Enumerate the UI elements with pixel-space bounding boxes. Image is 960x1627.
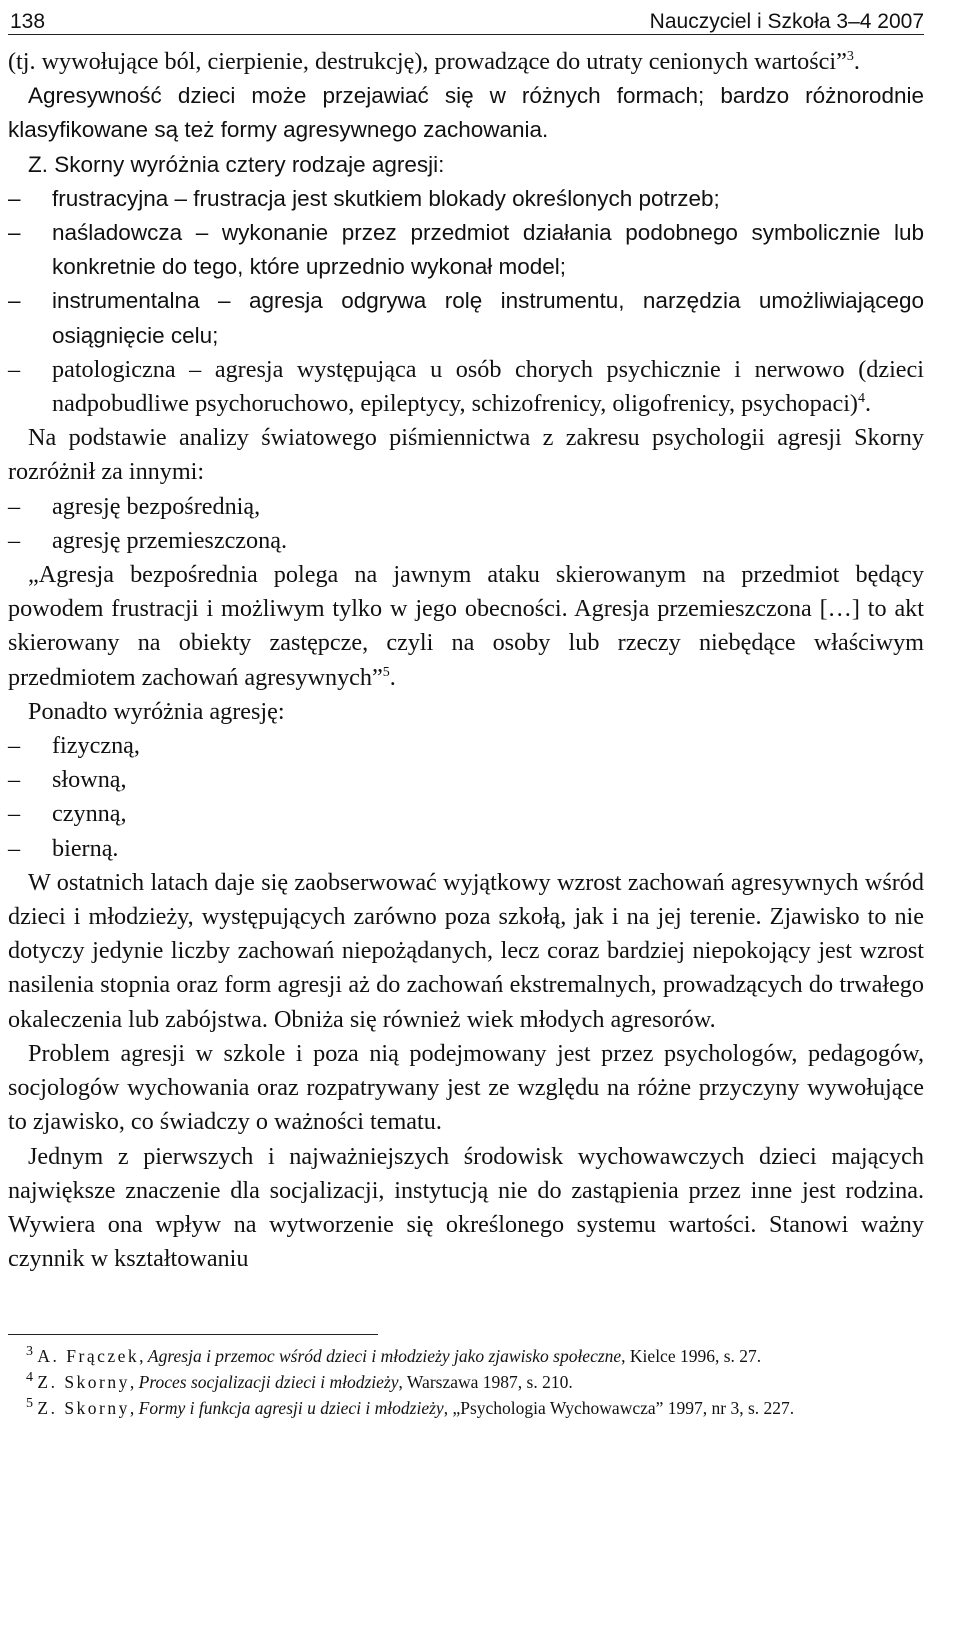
paragraph-9: Jednym z pierwszych i najważniejszych środowisk wychowawczych dzieci mających największe znaczenie dla socjalizacji, instytucją nie do zastąpienia przez inne jest rodzina. Wywiera ona wpływ na wytworzenie się określonego systemu wartości. Stanowi ważny czynnik w kształtowaniu (8, 1142, 924, 1273)
journal-title: Nauczyciel i Szkoła 3–4 2007 (649, 10, 924, 33)
list-item: – agresję bezpośrednią, (8, 490, 924, 524)
footnote-ref-4[interactable]: 4 (858, 390, 865, 406)
list-item: – instrumentalna – agresja odgrywa rolę instrumentu, narzędzia umożliwiającego osiągnięcie celu; (8, 284, 924, 352)
paragraph-2: Agresywność dzieci może przejawiać się w różnych formach; bardzo różnorodnie klasyfikowane są też formy agresywnego zachowania. (8, 83, 924, 143)
list-item: – fizyczną, (8, 729, 924, 763)
paragraph-4: Na podstawie analizy światowego piśmiennictwa z zakresu psychologii agresji Skorny rozróżnił za innymi: (8, 424, 924, 486)
running-header (8, 0, 924, 35)
list-item: – patologiczna – agresja występująca u osób chorych psychicznie i nerwowo (dzieci nadpobudliwe psychoruchowo, epileptycy, schizofrenicy, oligofrenicy, psychopaci)$^4$. (8, 353, 924, 421)
footnote-3: $^3$ A. Frączek, Agresja i przemoc wśród dzieci i młodzieży jako zjawisko społeczne, Kielce 1996, s. 27. (26, 1344, 762, 1367)
list-item: – bierną. (8, 832, 924, 866)
list-item: – agresję przemieszczoną. (8, 524, 924, 558)
list-item: – słowną, (8, 763, 924, 797)
list-item: – czynną, (8, 797, 924, 831)
body-text (8, 45, 924, 1276)
paragraph-1: (tj. wywołujące ból, cierpienie, destrukcję), prowadzące do utraty cenionych wartości”$^3$. (8, 48, 860, 75)
paragraph-8: Problem agresji w szkole i poza nią podejmowany jest przez psychologów, pedagogów, socjologów wychowania oraz rozpatrywany jest ze względu na różne przyczyny wywołujące to zjawisko, co świadczy o ważności tematu. (8, 1039, 924, 1136)
footnote-separator (8, 1334, 378, 1335)
paragraph-6: Ponadto wyróżnia agresję: (28, 697, 285, 725)
paragraph-7: W ostatnich latach daje się zaobserwować wyjątkowy wzrost zachowań agresywnych wśród dzieci i młodzieży, występujących zarówno poza szkołą, jak i na jej terenie. Zjawisko to nie dotyczy jedynie liczby zachowań niepożądanych, lecz coraz bardziej niepokojący jest wzrost nasilenia stopnia oraz form agresji aż do zachowań ekstremalnych, prowadzących do trwałego okaleczenia lub zabójstwa. Obniża się również wiek młodych agresorów. (8, 868, 924, 1033)
footnote-4: $^4$ Z. Skorny, Proces socjalizacji dzieci i młodzieży, Warszawa 1987, s. 210. (26, 1370, 573, 1393)
paragraph-5-quote: „Agresja bezpośrednia polega na jawnym ataku skierowanym na przedmiot będący powodem frustracji i możliwym tylko w jego obecności. Agresja przemieszczona […] to akt skierowany na obiekty zastępcze, czyli na osoby lub rzeczy niebędące właściwym przedmiotem zachowań agresywnych”$^5$. (8, 561, 924, 691)
list-item: – naśladowcza – wykonanie przez przedmiot działania podobnego symbolicznie lub konkretnie do tego, które uprzednio wykonał model; (8, 216, 924, 284)
paragraph-3: Z. Skorny wyróżnia cztery rodzaje agresji: (28, 151, 445, 177)
footnote-ref-5[interactable]: 5 (382, 664, 390, 680)
footnote-5: $^5$ Z. Skorny, Formy i funkcja agresji u dzieci i młodzieży, „Psychologia Wychowawcza” 1997, nr 3, s. 227. (26, 1396, 795, 1419)
footnote-ref-3[interactable]: 3 (846, 48, 854, 64)
footnotes (8, 1343, 924, 1421)
page-number: 138 (10, 10, 46, 33)
list-item: – frustracyjna – frustracja jest skutkiem blokady określonych potrzeb; (8, 182, 924, 216)
